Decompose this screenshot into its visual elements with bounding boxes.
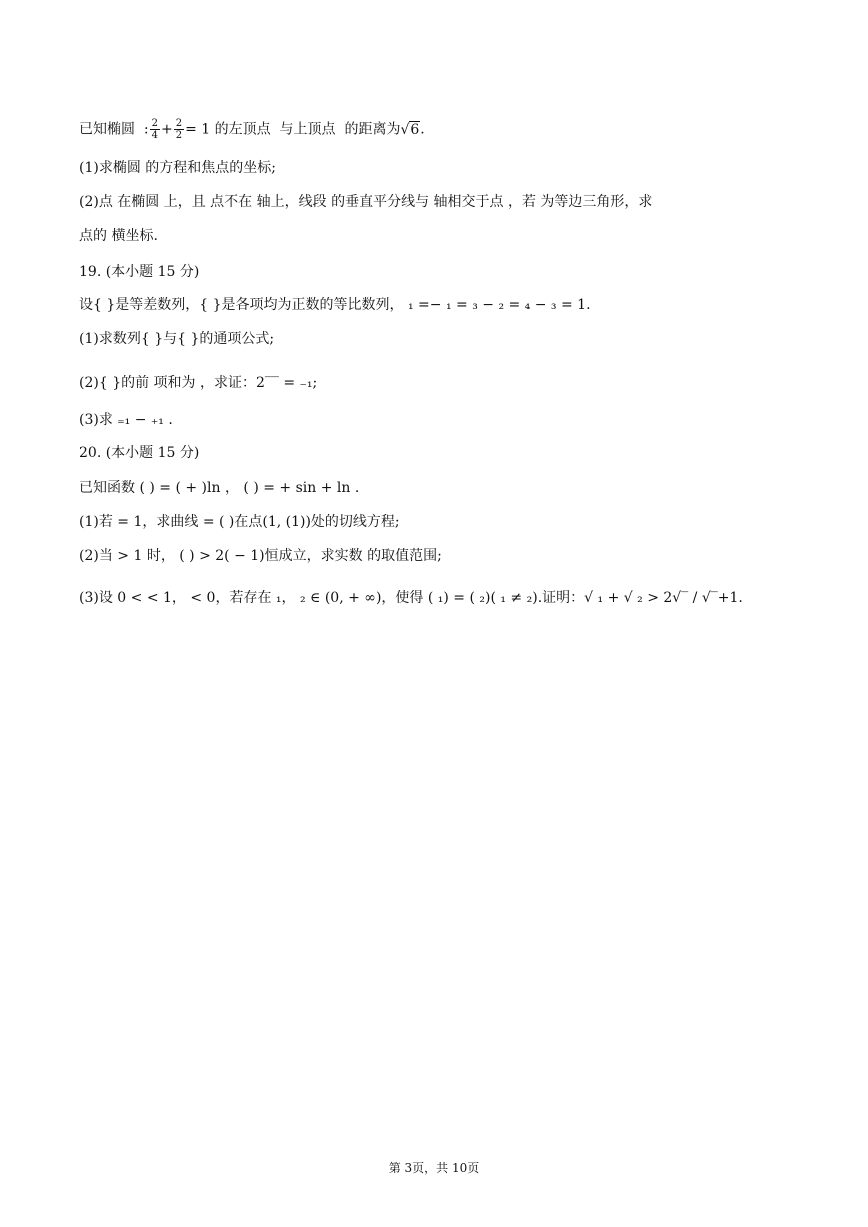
sqrt-6: √6 xyxy=(400,121,420,138)
q19-intro: 设{ }是等差数列，{ }是各项均为正数的等比数列， ₁ =− ₁ = ₃ − ₂ = ₄ − ₃ = 1. xyxy=(79,297,591,313)
q19-part3: (3)求 ₌₁ − ₊₁ . xyxy=(79,412,173,428)
q18-part2: (2)点 在椭圆 上，且 点不在 轴上，线段 的垂直平分线与 轴相交于点 ，若 为等边三角形，求 xyxy=(79,194,653,210)
q18-intro: 已知椭圆 : $\frac{2}{4}$ + $\frac{2}{2}$ = 1 的左顶点 与上顶点 的距离为√6. xyxy=(79,118,425,141)
page-footer: 第 3页，共 10页 xyxy=(388,1161,480,1175)
fraction-x2-over-4: $\frac{2}{4}$ xyxy=(151,118,158,141)
q20-part1: (1)若 = 1，求曲线 = ( )在点(1, (1))处的切线方程; xyxy=(79,514,400,530)
q20-part2: (2)当 > 1 时， ( ) > 2( − 1)恒成立，求实数 的取值范围; xyxy=(79,548,442,564)
q18-part2-cont: 点的 横坐标. xyxy=(79,228,158,244)
q20-heading: 20. (本小题 15 分) xyxy=(79,445,200,461)
q19-part2: (2){ }的前 项和为 ，求证：2‾‾ = ₋₁; xyxy=(79,375,318,391)
q19-heading: 19. (本小题 15 分) xyxy=(79,264,200,280)
q20-part3: (3)设 0 < < 1， < 0，若存在 ₁， ₂ ∈ (0, + ∞)，使得 ( ₁) = ( ₂)( ₁ ≠ ₂).证明：√ ₁ + √ ₂ > 2√‾ / √‾+1. xyxy=(79,590,743,606)
q20-intro: 已知函数 ( ) = ( + )ln ， ( ) = + sin + ln . xyxy=(79,480,360,496)
fraction-y2: $\frac{2}{2}$ xyxy=(175,118,183,141)
q18-part1: (1)求椭圆 的方程和焦点的坐标; xyxy=(79,160,276,176)
q19-part1: (1)求数列{ }与{ }的通项公式; xyxy=(79,331,275,347)
